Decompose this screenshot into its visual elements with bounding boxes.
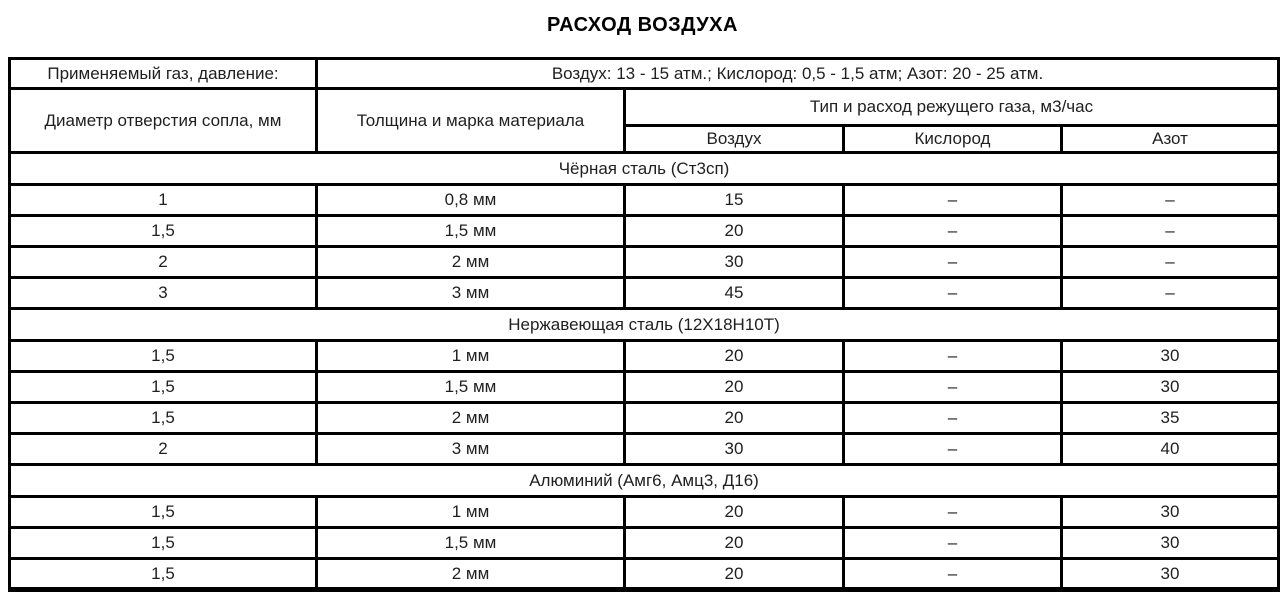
table-cell: 2 мм [317, 403, 625, 434]
table-cell: 35 [1062, 403, 1279, 434]
section-header-row [10, 153, 1279, 185]
table-cell: 1,5 [10, 341, 317, 372]
column-header-air: Воздух [625, 126, 844, 153]
table-cell: – [1062, 216, 1279, 247]
table-cell: – [844, 528, 1062, 559]
table-cell: – [844, 216, 1062, 247]
table-cell: 20 [625, 497, 844, 528]
column-header-nitrogen: Азот [1062, 126, 1279, 153]
column-header-gas-group: Тип и расход режущего газа, м3/час [625, 89, 1279, 126]
table-cell: 20 [625, 216, 844, 247]
table-cell: 40 [1062, 434, 1279, 465]
table-cell: 3 [10, 278, 317, 309]
table-row [10, 434, 1279, 465]
table-cell: – [844, 185, 1062, 216]
table-cell: 0,8 мм [317, 185, 625, 216]
table-cell: 1 [10, 185, 317, 216]
table-cell: 3 мм [317, 278, 625, 309]
table-row [10, 278, 1279, 309]
header-row-top [10, 89, 1279, 126]
table-cell: 1 мм [317, 341, 625, 372]
table-cell: – [844, 403, 1062, 434]
table-cell: 20 [625, 403, 844, 434]
gas-pressure-row [10, 59, 1279, 89]
table-cell: – [1062, 247, 1279, 278]
table-body [10, 59, 1279, 590]
table-row [10, 247, 1279, 278]
table-cell: – [844, 247, 1062, 278]
table-cell: 2 [10, 247, 317, 278]
table-row [10, 341, 1279, 372]
table-cell: 20 [625, 559, 844, 590]
table-cell: 1,5 мм [317, 216, 625, 247]
table-cell: 1,5 [10, 528, 317, 559]
table-row [10, 528, 1279, 559]
table-cell: 1,5 мм [317, 528, 625, 559]
table-cell: 2 мм [317, 247, 625, 278]
section-header-row [10, 309, 1279, 341]
table-cell: 1,5 [10, 497, 317, 528]
table-cell: – [1062, 278, 1279, 309]
table-cell: – [844, 372, 1062, 403]
section-title: Алюминий (Амг6, Амц3, Д16) [10, 465, 1279, 497]
table-cell: 30 [625, 247, 844, 278]
section-title: Нержавеющая сталь (12Х18Н10Т) [10, 309, 1279, 341]
table-cell: 15 [625, 185, 844, 216]
section-header-row [10, 465, 1279, 497]
table-row [10, 216, 1279, 247]
table-cell: 1,5 [10, 216, 317, 247]
table-cell: 1,5 [10, 372, 317, 403]
table-cell: 1,5 [10, 403, 317, 434]
table-cell: 1,5 [10, 559, 317, 590]
table-cell: – [844, 434, 1062, 465]
table-row [10, 185, 1279, 216]
table-row [10, 559, 1279, 590]
air-consumption-table [8, 57, 1280, 592]
section-title: Чёрная сталь (Ст3сп) [10, 153, 1279, 185]
gas-pressure-value: Воздух: 13 - 15 атм.; Кислород: 0,5 - 1,5 атм; Азот: 20 - 25 атм. [317, 59, 1279, 89]
gas-pressure-label: Применяемый газ, давление: [10, 59, 317, 89]
table-cell: 1,5 мм [317, 372, 625, 403]
table-cell: – [844, 497, 1062, 528]
table-cell: 45 [625, 278, 844, 309]
page-title: РАСХОД ВОЗДУХА [547, 14, 738, 36]
column-header-material: Толщина и марка материала [317, 89, 625, 153]
table-cell: 3 мм [317, 434, 625, 465]
table-cell: – [844, 278, 1062, 309]
column-header-diameter: Диаметр отверстия сопла, мм [10, 89, 317, 153]
table-cell: – [844, 341, 1062, 372]
table-cell: – [1062, 185, 1279, 216]
table-row [10, 403, 1279, 434]
table-cell: 30 [1062, 497, 1279, 528]
table-row [10, 497, 1279, 528]
table-row [10, 372, 1279, 403]
table-cell: – [844, 559, 1062, 590]
table-cell: 30 [1062, 341, 1279, 372]
table-cell: 30 [1062, 528, 1279, 559]
table-cell: 30 [1062, 372, 1279, 403]
table-cell: 1 мм [317, 497, 625, 528]
table-cell: 20 [625, 372, 844, 403]
table-cell: 2 [10, 434, 317, 465]
table-cell: 20 [625, 528, 844, 559]
column-header-oxygen: Кислород [844, 126, 1062, 153]
table-cell: 30 [1062, 559, 1279, 590]
table-cell: 20 [625, 341, 844, 372]
table-cell: 2 мм [317, 559, 625, 590]
table-cell: 30 [625, 434, 844, 465]
